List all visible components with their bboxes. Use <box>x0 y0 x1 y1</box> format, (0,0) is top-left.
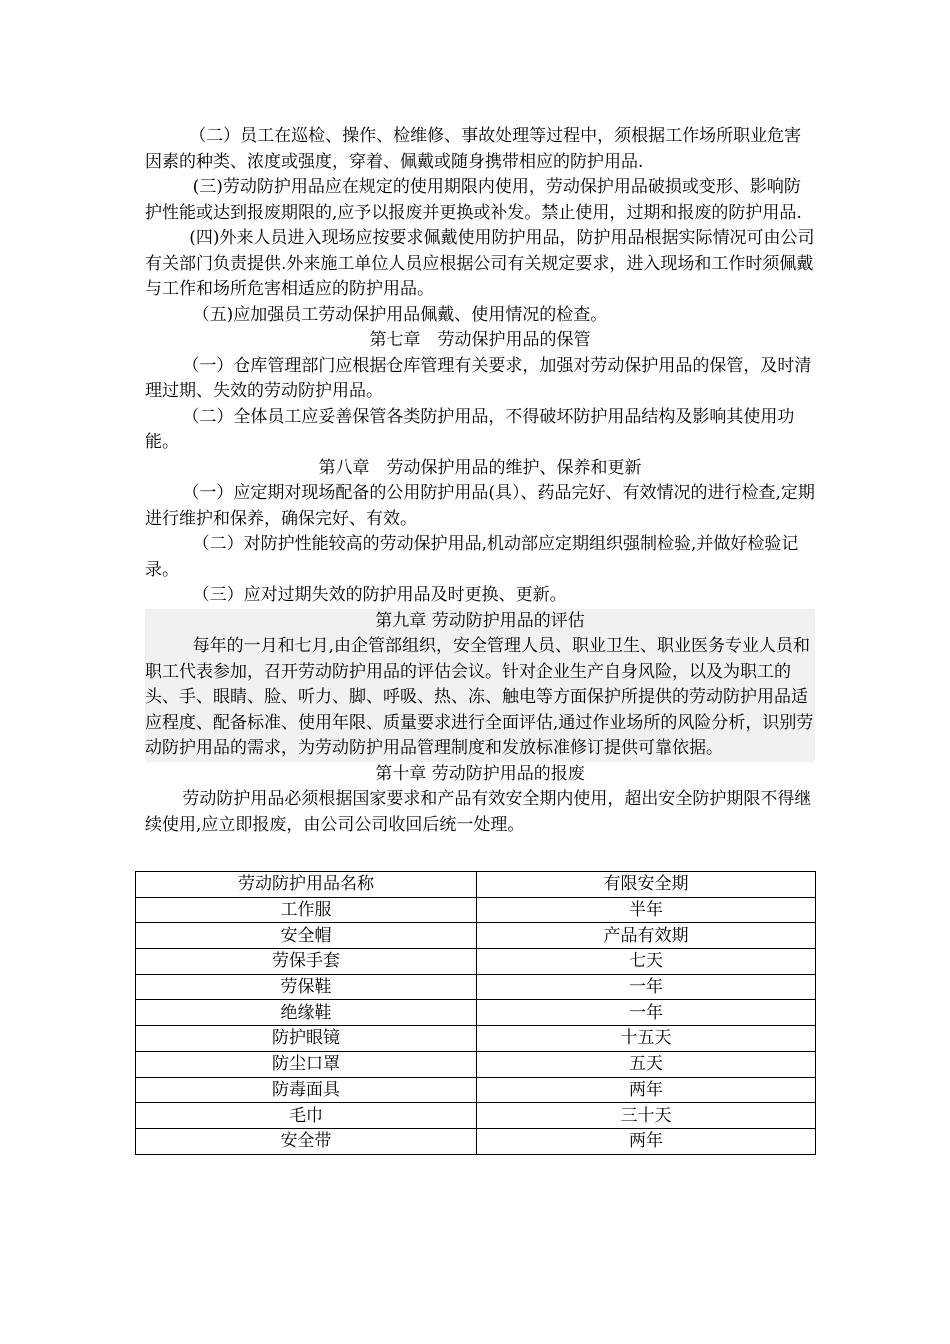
table-cell: 工作服 <box>136 897 477 923</box>
table-row <box>136 1000 816 1026</box>
paragraph-2-5: （五)应加强员工劳动保护用品佩戴、使用情况的检查。 <box>192 304 608 325</box>
table-cell: 七天 <box>477 949 816 975</box>
paragraph-7-2: （二）全体员工应妥善保管各类防护用品，不得破坏防护用品结构及影响其使用功能。 <box>145 406 795 452</box>
table-cell: 安全带 <box>136 1128 477 1154</box>
paragraph-8-3: （三）应对过期失效的防护用品及时更换、更新。 <box>192 585 567 605</box>
table-header-period: 有限安全期 <box>477 872 816 898</box>
paragraph-7-1: （一）仓库管理部门应根据仓库管理有关要求，加强对劳动保护用品的保管，及时清理过期、失效的劳动防护用品。 <box>145 355 812 401</box>
paragraph-2-2: （二）员工在巡检、操作、检维修、事故处理等过程中，须根据工作场所职业危害因素的种类、浓度或强度，穿着、佩戴或随身携带相应的防护用品. <box>145 126 802 172</box>
paragraph-8-1: （一）应定期对现场配备的公用防护用品(具）、药品完好、有效情况的进行检查,定期进行维护和保养，确保完好、有效。 <box>145 483 815 529</box>
table-row <box>136 923 816 949</box>
table-cell: 防护眼镜 <box>136 1026 477 1052</box>
table-row <box>136 1051 816 1077</box>
table-cell: 产品有效期 <box>477 923 816 949</box>
document-body <box>145 124 815 838</box>
table-cell: 一年 <box>477 974 816 1000</box>
paragraph-10-1: 劳动防护用品必须根据国家要求和产品有效安全期内使用，超出安全防护期限不得继续使用,应立即报废，由公司公司收回后统一处理。 <box>145 789 812 835</box>
chapter-9-section <box>145 609 815 762</box>
chapter-10-heading: 第十章 劳动防护用品的报废 <box>375 763 585 784</box>
paragraph-9-1: 每年的一月和七月,由企管部组织，安全管理人员、职业卫生、职业医务专业人员和职工代表参加，召开劳动防护用品的评估会议。针对企业生产自身风险，以及为职工的头、手、眼睛、脸、听力、脚、呼吸、热、冻、触电等方面保护所提供的劳动防护用品适应程度、配备标准、使用年限、质量要求进行全面评估,通过作业场所的风险分析，识别劳动防护用品的需求，为劳动防护用品管理制度和发放标准修订提供可靠依据。 <box>145 636 814 758</box>
table-cell: 半年 <box>477 897 816 923</box>
table-row <box>136 1103 816 1129</box>
chapter-7-heading: 第七章 劳动保护用品的保管 <box>369 330 591 350</box>
table-row <box>136 1026 816 1052</box>
table-cell: 两年 <box>477 1077 816 1103</box>
table-header-row <box>136 872 816 898</box>
table-cell: 绝缘鞋 <box>136 1000 477 1026</box>
table-cell: 两年 <box>477 1128 816 1154</box>
paragraph-8-2: （二）对防护性能较高的劳动保护用品,机动部应定期组织强制检验,并做好检验记录。 <box>145 534 799 580</box>
table-cell: 劳保手套 <box>136 949 477 975</box>
chapter-8-heading: 第八章 劳动保护用品的维护、保养和更新 <box>318 457 642 478</box>
table-header-name: 劳动防护用品名称 <box>136 872 477 898</box>
paragraph-2-4: (四)外来人员进入现场应按要求佩戴使用防护用品，防护用品根据实际情况可由公司有关部门负责提供.外来施工单位人员应根据公司有关规定要求，进入现场和工作时须佩戴与工作和场所危害相适应的防护用品。 <box>145 228 815 299</box>
table-cell: 劳保鞋 <box>136 974 477 1000</box>
paragraph-2-3: (三)劳动防护用品应在规定的使用期限内使用，劳动保护用品破损或变形、影响防护性能或达到报废期限的,应予以报废并更换或补发。禁止使用，过期和报废的防护用品. <box>145 177 802 223</box>
table-cell: 十五天 <box>477 1026 816 1052</box>
table-cell: 防尘口罩 <box>136 1051 477 1077</box>
table-row <box>136 974 816 1000</box>
table-cell: 安全帽 <box>136 923 477 949</box>
chapter-9-heading: 第九章 劳动防护用品的评估 <box>375 610 585 631</box>
table-row <box>136 1077 816 1103</box>
table-cell: 五天 <box>477 1051 816 1077</box>
table-cell: 三十天 <box>477 1103 816 1129</box>
table-cell: 防毒面具 <box>136 1077 477 1103</box>
table-row <box>136 949 816 975</box>
safety-period-table <box>135 871 816 1155</box>
table-cell: 一年 <box>477 1000 816 1026</box>
table-row <box>136 897 816 923</box>
table-cell: 毛巾 <box>136 1103 477 1129</box>
table-row <box>136 1128 816 1154</box>
